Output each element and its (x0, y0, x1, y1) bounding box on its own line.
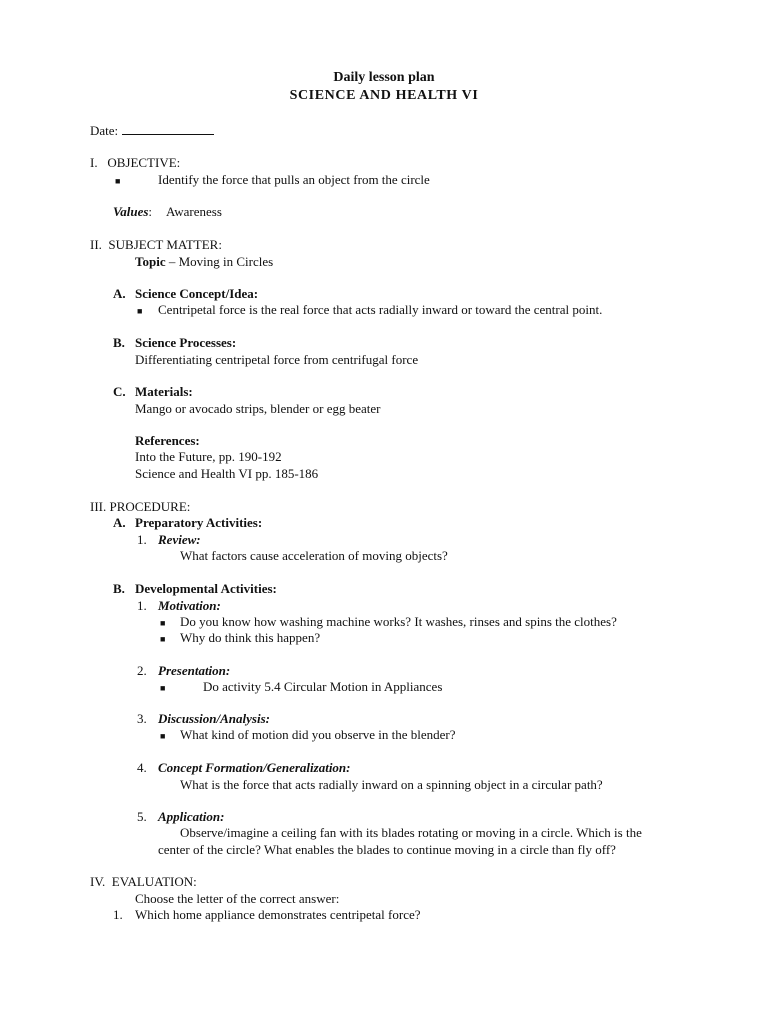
topic-line (135, 254, 273, 270)
bullet-icon: ■ (160, 683, 166, 693)
concept-item: Centripetal force is the real force that acts radially inward or toward the central point. (158, 302, 603, 317)
processes-text: Differentiating centripetal force from centrifugal force (135, 352, 419, 367)
objective-item: Identify the force that pulls an object from the circle (158, 172, 430, 187)
application-title: Application: (158, 809, 225, 824)
bullet-icon: ■ (160, 634, 166, 644)
motivation-item-2: Why do think this happen? (180, 630, 321, 645)
procedure-a-letter: A. (113, 515, 126, 530)
values-colon: : (148, 204, 153, 219)
subsection-a-title: Science Concept/Idea: (135, 286, 259, 301)
date-line (90, 122, 214, 139)
concept-text: What is the force that acts radially inward on a spinning object in a circular path? (180, 777, 603, 792)
procedure-b-letter: B. (113, 581, 125, 596)
values-text: Awareness (166, 204, 222, 219)
topic-text: – Moving in Circles (165, 254, 274, 269)
topic-label: Topic (135, 254, 166, 269)
reference-1: Into the Future, pp. 190-192 (135, 449, 282, 464)
subsection-c-title: Materials: (135, 384, 193, 399)
discussion-item: What kind of motion did you observe in the blender? (180, 727, 456, 742)
document-subject: SCIENCE AND HEALTH VI (289, 88, 479, 103)
review-number: 1. (137, 532, 147, 547)
procedure-a-title: Preparatory Activities: (135, 515, 263, 530)
concept-title: Concept Formation/Generalization: (158, 760, 351, 775)
question-1-text: Which home appliance demonstrates centripetal force? (135, 907, 421, 922)
section-subject-matter-heading: II. SUBJECT MATTER: (90, 237, 222, 252)
concept-number: 4. (137, 760, 147, 775)
presentation-item: Do activity 5.4 Circular Motion in Appliances (203, 679, 443, 694)
values-line (113, 204, 222, 220)
motivation-title: Motivation: (158, 598, 221, 613)
bullet-icon: ■ (160, 618, 166, 628)
subsection-b-letter: B. (113, 335, 125, 350)
section-objective-heading: I. OBJECTIVE: (90, 155, 181, 170)
motivation-item-1: Do you know how washing machine works? It washes, rinses and spins the clothes? (180, 614, 617, 629)
presentation-title: Presentation: (158, 663, 231, 678)
materials-text: Mango or avocado strips, blender or egg beater (135, 401, 381, 416)
subsection-a-letter: A. (113, 286, 126, 301)
document-title: Daily lesson plan (333, 70, 435, 85)
values-label: Values (113, 204, 149, 219)
subsection-c-letter: C. (113, 384, 126, 399)
bullet-icon: ■ (160, 731, 166, 741)
section-evaluation-heading: IV. EVALUATION: (90, 874, 197, 889)
motivation-number: 1. (137, 598, 147, 613)
evaluation-instruction: Choose the letter of the correct answer: (135, 891, 340, 906)
date-blank (122, 122, 214, 135)
bullet-icon: ■ (137, 306, 143, 316)
discussion-number: 3. (137, 711, 147, 726)
presentation-number: 2. (137, 663, 147, 678)
subsection-b-title: Science Processes: (135, 335, 237, 350)
references-title: References: (135, 433, 200, 448)
question-1-number: 1. (113, 907, 123, 922)
procedure-b-title: Developmental Activities: (135, 581, 277, 596)
discussion-title: Discussion/Analysis: (158, 711, 270, 726)
application-line-1: Observe/imagine a ceiling fan with its blades rotating or moving in a circle. Which is the (180, 825, 642, 840)
review-title: Review: (158, 532, 201, 547)
date-label: Date: (90, 123, 119, 138)
section-procedure-heading: III. PROCEDURE: (90, 499, 191, 514)
application-line-2: center of the circle? What enables the blades to continue moving in a circle than fly off? (158, 842, 616, 857)
reference-2: Science and Health VI pp. 185-186 (135, 466, 319, 481)
review-text: What factors cause acceleration of moving objects? (180, 548, 448, 563)
bullet-icon: ■ (115, 176, 121, 186)
application-number: 5. (137, 809, 147, 824)
